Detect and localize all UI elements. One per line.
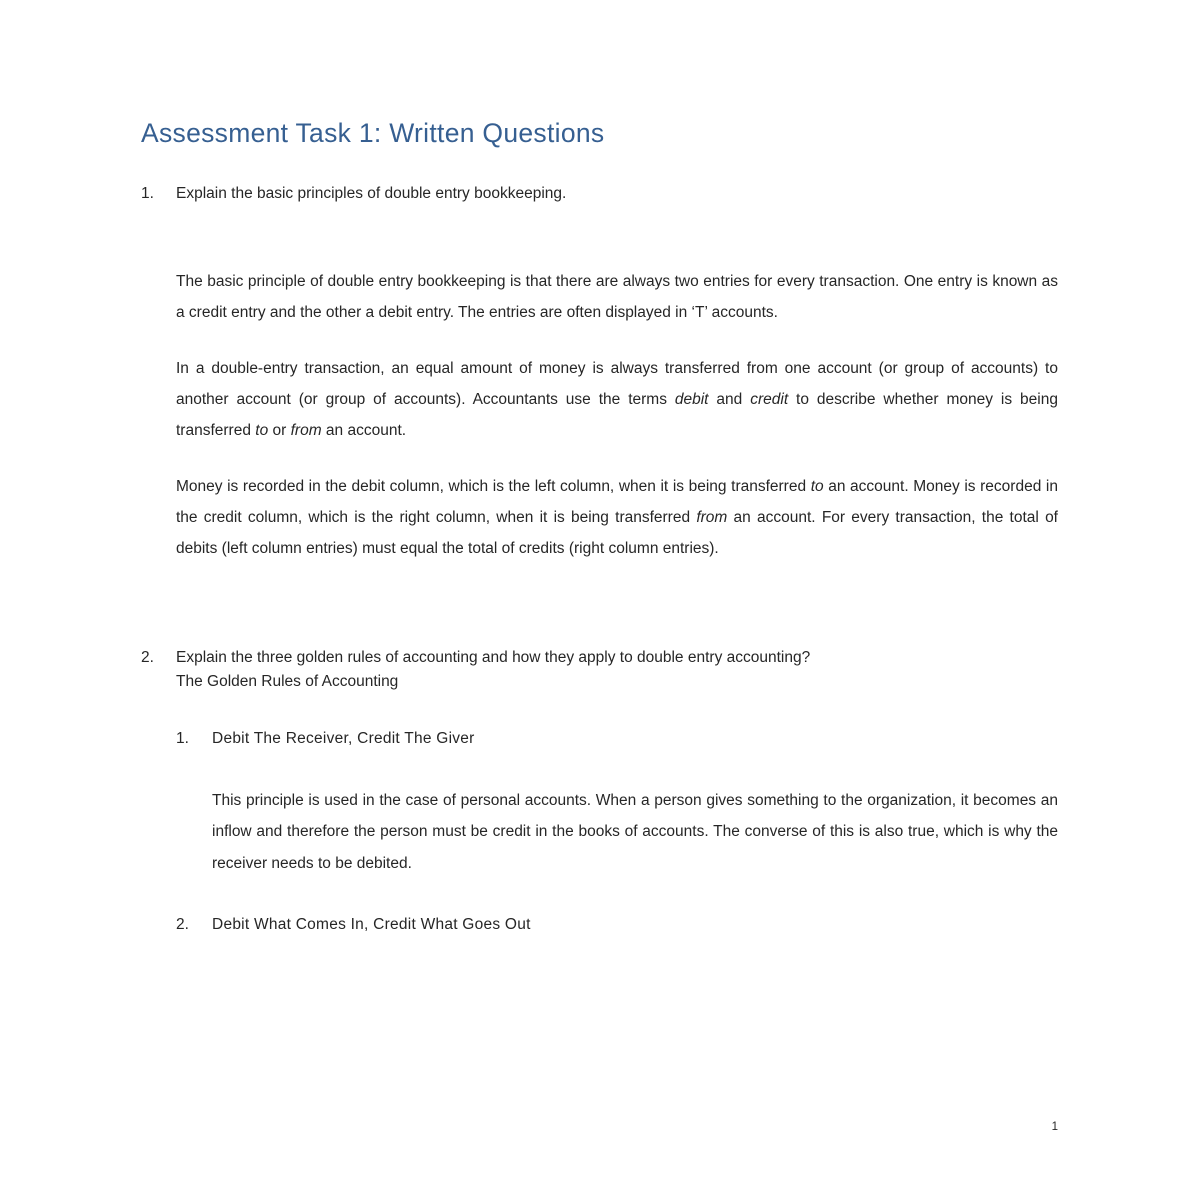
q1-p3-italic-from: from [696, 508, 728, 526]
q1-p3-text-c: an account. For every transaction, the total of debits (left column entries) must equal the total of credits (right column entries). [176, 508, 1058, 558]
question-2-marker: 2. [141, 649, 154, 667]
question-2-subheading: The Golden Rules of Accounting [176, 672, 399, 690]
spacer-between-rules [176, 879, 1058, 913]
spacer-rule1-title-body [212, 751, 1058, 785]
page-number: 1 [1051, 1121, 1058, 1133]
spacer-q1-p1-p2 [176, 329, 1058, 353]
golden-rule-2-title: Debit What Comes In, Credit What Goes Out [212, 915, 531, 933]
q1-p3-text-a: Money is recorded in the debit column, which is the left column, when it is being transferred [176, 477, 811, 495]
q1-p2-italic-from: from [290, 422, 322, 440]
q1-p2-italic-to: to [255, 422, 269, 440]
q1-p3-text-b: an account. Money is recorded in the credit column, which is the right column, when it is being transferred [176, 477, 1058, 526]
questions-list [141, 182, 1058, 936]
spacer-before-rules [176, 693, 1058, 727]
golden-rule-item-2 [176, 913, 1058, 937]
q1-p2-text-d: or [268, 422, 291, 440]
golden-rule-1-marker: 1. [176, 730, 189, 748]
document-content [141, 118, 1058, 936]
golden-rules-list [176, 727, 1058, 936]
question-2-prompt: Explain the three golden rules of accounting and how they apply to double entry accounting? [176, 649, 811, 667]
golden-rule-1-body: This principle is used in the case of personal accounts. When a person gives something to the organization, it becomes an inflow and therefore the person must be credit in the books of accounts. The converse of this is also true, which is why the receiver needs to be debited. [212, 792, 1058, 872]
question-item-2 [141, 646, 1058, 936]
q1-p2-text-a: In a double-entry transaction, an equal amount of money is always transferred from one account (or group of accounts) to another account (or group of accounts). Accountants use the terms [176, 359, 1058, 408]
question-1-answer-paragraph-2 [176, 353, 1058, 447]
question-1-answer-paragraph-3 [176, 471, 1058, 565]
question-item-1 [141, 182, 1058, 564]
q1-p2-italic-credit: credit [750, 390, 789, 408]
spacer-q1-p2-p3 [176, 447, 1058, 471]
golden-rule-2-marker: 2. [176, 915, 189, 933]
question-1-answer-paragraph-1: The basic principle of double entry bookkeeping is that there are always two entries for every transaction. One entry is known as a credit entry and the other a debit entry. The entries are often displayed in ‘T’ accounts. [176, 273, 1058, 322]
question-1-prompt: Explain the basic principles of double entry bookkeeping. [176, 185, 567, 203]
q1-p3-italic-to: to [810, 477, 824, 495]
q1-p2-text-c: to describe whether money is being transferred [176, 390, 1058, 440]
spacer-q1-prompt-answer [176, 206, 1058, 266]
spacer-between-questions [141, 564, 1058, 646]
question-1-marker: 1. [141, 185, 154, 203]
q1-p2-text-b: and [708, 390, 751, 408]
q1-p2-italic-debit: debit [674, 390, 709, 408]
golden-rule-1-title: Debit The Receiver, Credit The Giver [212, 730, 475, 748]
page-title: Assessment Task 1: Written Questions [141, 118, 605, 148]
q1-p2-text-e: an account. [321, 422, 407, 440]
spacer-after-title [141, 148, 1058, 182]
golden-rule-item-1 [176, 727, 1058, 878]
